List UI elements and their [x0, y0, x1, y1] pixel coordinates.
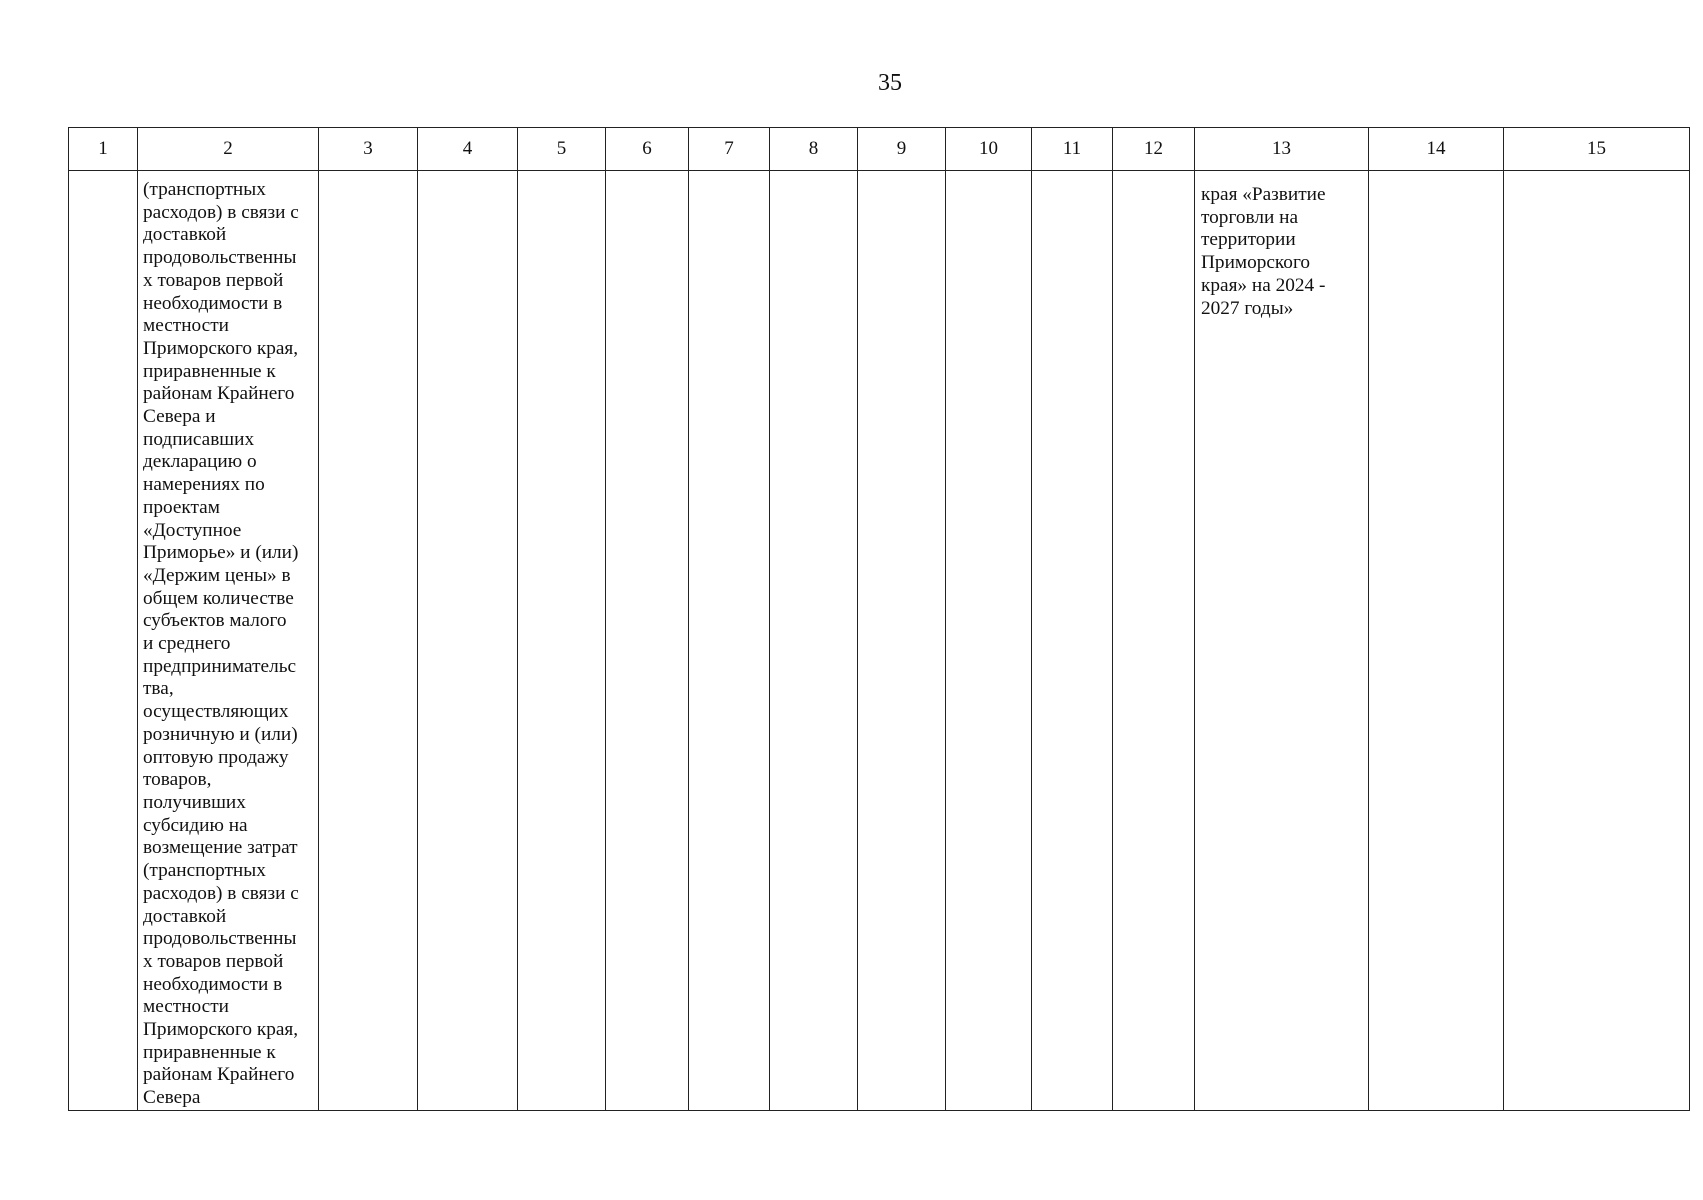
cell-col-6: [606, 171, 689, 1111]
cell-col-14: [1369, 171, 1504, 1111]
column-header-12: 12: [1113, 128, 1195, 171]
cell-col-5: [518, 171, 606, 1111]
cell-col-11: [1032, 171, 1113, 1111]
cell-text-col-14: [1369, 171, 1503, 179]
cell-col-2: [138, 171, 319, 1111]
column-header-11: 11: [1032, 128, 1113, 171]
table-row: [69, 171, 1690, 1111]
cell-text-col-7: [689, 171, 769, 179]
cell-text-col-8: [770, 171, 857, 179]
column-header-7: 7: [689, 128, 770, 171]
cell-col-10: [946, 171, 1032, 1111]
column-header-3: 3: [319, 128, 418, 171]
cell-text-col-13: края «Развитие торговли на территории Приморского края» на 2024 - 2027 годы»: [1201, 184, 1326, 319]
cell-text-col-12: [1113, 171, 1194, 179]
cell-col-8: [770, 171, 858, 1111]
cell-text-col-11: [1032, 171, 1112, 179]
cell-col-4: [418, 171, 518, 1111]
cell-col-9: [858, 171, 946, 1111]
page-number: 35: [878, 70, 902, 96]
column-header-2: 2: [138, 128, 319, 171]
cell-col-7: [689, 171, 770, 1111]
table-header-row: [69, 128, 1690, 171]
cell-col-3: [319, 171, 418, 1111]
column-header-14: 14: [1369, 128, 1504, 171]
document-table: [68, 127, 1690, 1111]
cell-text-col-4: [418, 171, 517, 179]
column-header-15: 15: [1504, 128, 1690, 171]
column-header-6: 6: [606, 128, 689, 171]
cell-text-col-6: [606, 171, 688, 179]
cell-text-col-15: [1504, 171, 1689, 179]
column-header-10: 10: [946, 128, 1032, 171]
cell-text-col-3: [319, 171, 417, 179]
cell-text-col-9: [858, 171, 945, 179]
cell-text-col-5: [518, 171, 605, 179]
column-header-4: 4: [418, 128, 518, 171]
cell-col-15: [1504, 171, 1690, 1111]
cell-text-col-10: [946, 171, 1031, 179]
cell-col-13: [1195, 171, 1369, 1111]
cell-text-col-1: [69, 171, 137, 179]
column-header-9: 9: [858, 128, 946, 171]
column-header-1: 1: [69, 128, 138, 171]
cell-col-12: [1113, 171, 1195, 1111]
cell-text-col-2: (транспортных расходов) в связи с доставкой продовольственны х товаров первой необходимости в местности Приморского края, приравненные к районам Крайнего Севера и подписавших декларацию о намерениях по проектам «Доступное Приморье» и (или) «Держим цены» в общем количестве субъектов малого и среднего предпринимательс тва, осуществляющих розничную и (или) оптовую продажу товаров, получивших субсидию на возмещение затрат (транспортных расходов) в связи с доставкой продовольственны х товаров первой необходимости в местности Приморского края, приравненные к районам Крайнего Севера: [143, 179, 299, 1109]
column-header-5: 5: [518, 128, 606, 171]
cell-col-1: [69, 171, 138, 1111]
column-header-13: 13: [1195, 128, 1369, 171]
column-header-8: 8: [770, 128, 858, 171]
